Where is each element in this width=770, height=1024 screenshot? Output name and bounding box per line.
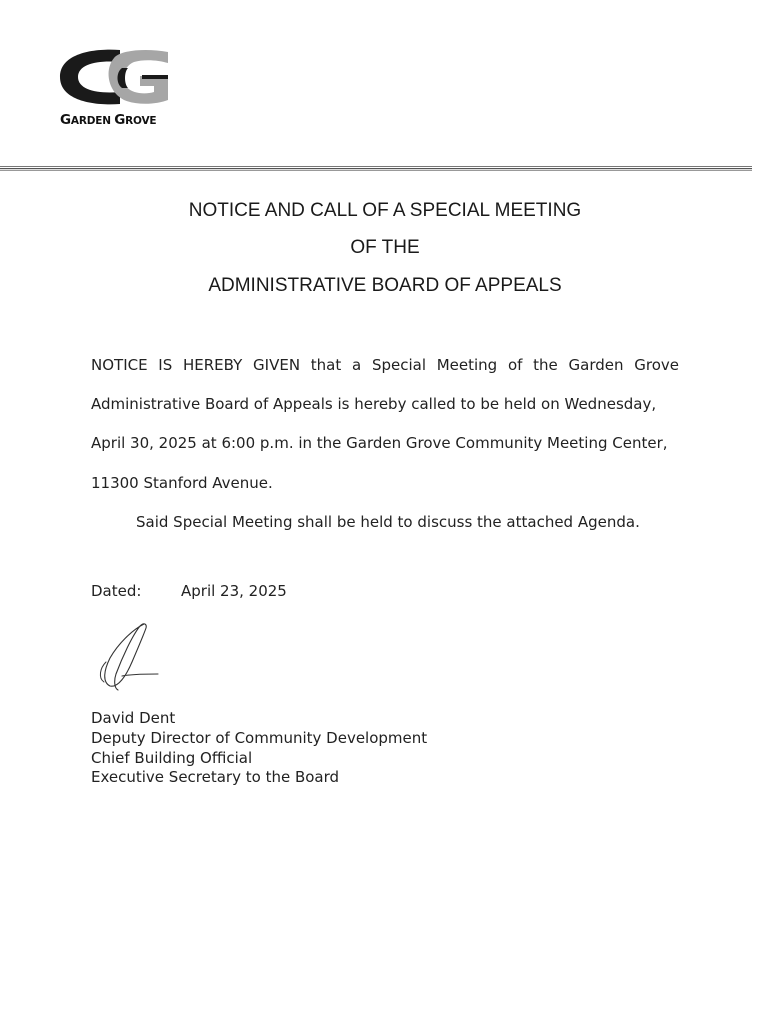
logo-text-cap-g2: G xyxy=(114,112,126,128)
dated-label: Dated: xyxy=(91,582,142,600)
signatory-title-1: Deputy Director of Community Development xyxy=(91,729,428,747)
signatory-name: David Dent xyxy=(91,709,176,727)
signature xyxy=(92,618,162,696)
body-line-2: Administrative Board of Appeals is hereby called to be held on Wednesday, xyxy=(91,395,657,413)
title-line-3: ADMINISTRATIVE BOARD OF APPEALS xyxy=(208,275,562,296)
garden-grove-logo-mark xyxy=(58,46,170,108)
logo-text-arden: ARDEN xyxy=(70,115,115,127)
logo-wordmark xyxy=(60,112,156,128)
logo-text-rove: ROVE xyxy=(125,115,157,127)
logo-text-cap-g: G xyxy=(60,112,71,128)
garden-grove-logo xyxy=(58,46,174,130)
title-line-2: OF THE xyxy=(350,237,420,258)
body-line-4: 11300 Stanford Avenue. xyxy=(91,474,273,492)
header-divider xyxy=(0,166,752,172)
signatory-title-3: Executive Secretary to the Board xyxy=(91,768,340,786)
title-line-1: NOTICE AND CALL OF A SPECIAL MEETING xyxy=(188,200,582,221)
dated-value: April 23, 2025 xyxy=(181,582,287,600)
body-line-5: Said Special Meeting shall be held to discuss the attached Agenda. xyxy=(136,513,640,531)
body-line-1: NOTICE IS HEREBY GIVEN that a Special Meeting of the Garden Grove xyxy=(91,356,679,374)
body-line-3: April 30, 2025 at 6:00 p.m. in the Garden Grove Community Meeting Center, xyxy=(91,434,668,452)
signatory-title-2: Chief Building Official xyxy=(91,749,253,767)
